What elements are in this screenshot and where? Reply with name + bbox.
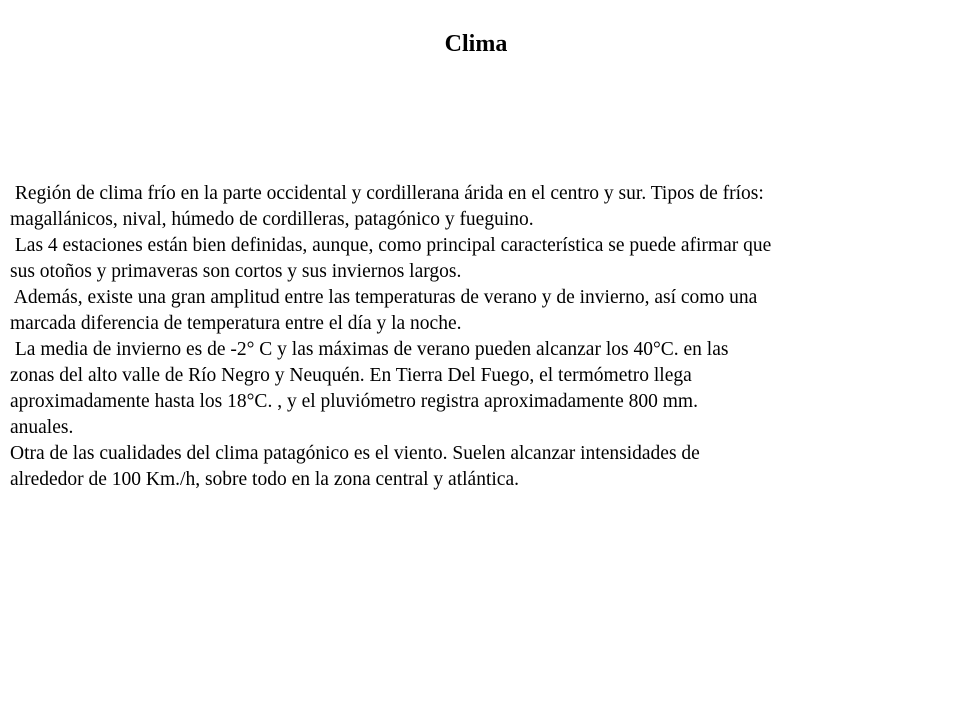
body-line: sus otoños y primaveras son cortos y sus inviernos largos. (10, 261, 462, 282)
body-line: aproximadamente hasta los 18°C. , y el pluviómetro registra aproximadamente 800 mm. (10, 391, 698, 412)
body-line: Región de clima frío en la parte occidental y cordillerana árida en el centro y sur. Tipos de fríos: (10, 183, 764, 204)
body-line: Las 4 estaciones están bien definidas, aunque, como principal característica se puede afirmar que (10, 235, 772, 256)
body-line: La media de invierno es de -2° C y las máximas de verano pueden alcanzar los 40°C. en las (10, 339, 729, 360)
body-line: marcada diferencia de temperatura entre el día y la noche. (10, 313, 462, 334)
body-line: magallánicos, nival, húmedo de cordilleras, patagónico y fueguino. (10, 209, 534, 230)
body-line: Otra de las cualidades del clima patagónico es el viento. Suelen alcanzar intensidades de (10, 443, 700, 464)
body-line: zonas del alto valle de Río Negro y Neuquén. En Tierra Del Fuego, el termómetro llega (10, 365, 692, 386)
body-line: alrededor de 100 Km./h, sobre todo en la zona central y atlántica. (10, 469, 519, 490)
slide-body-text (10, 181, 955, 493)
body-line: Además, existe una gran amplitud entre las temperaturas de verano y de invierno, así como una (10, 287, 758, 308)
body-line: anuales. (10, 417, 74, 438)
slide-title: Clima (444, 31, 508, 57)
